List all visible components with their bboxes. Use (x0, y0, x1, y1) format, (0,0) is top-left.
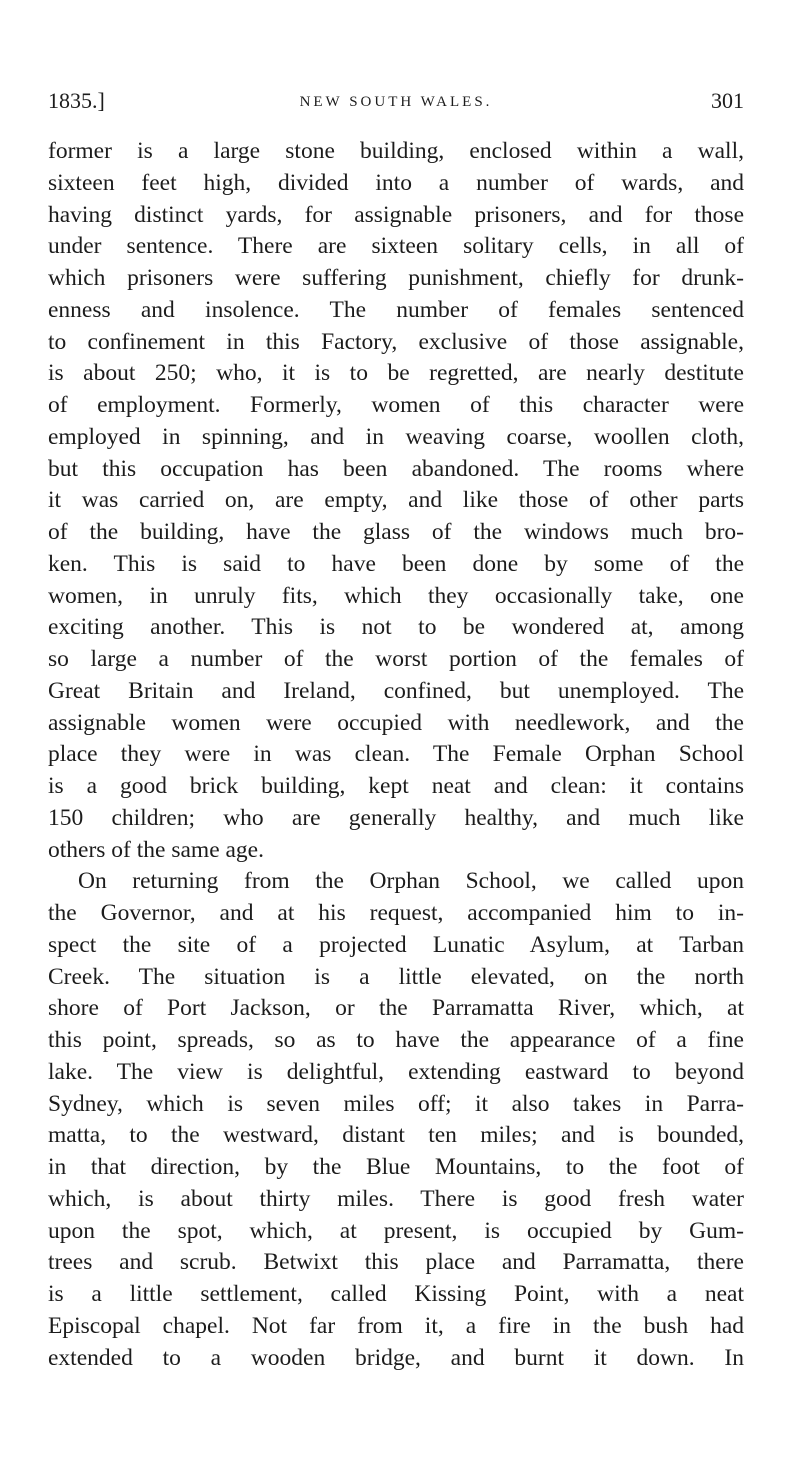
text-line: is about 250; who, it is to be regretted, are nearly destitute (48, 360, 744, 387)
running-head-title: NEW SOUTH WALES. (299, 94, 493, 110)
text-line: Great Britain and Ireland, confined, but unemployed. The (48, 677, 744, 704)
body-text (48, 136, 744, 1374)
text-line: sixteen feet high, divided into a number of wards, and (48, 169, 744, 196)
text-line: of employment. Formerly, women of this character were (48, 392, 744, 418)
text-line: to confinement in this Factory, exclusive of those assignable, (48, 328, 744, 355)
text-line: exciting another. This is not to be wondered at, among (48, 614, 744, 641)
text-line: Episcopal chapel. Not far from it, a fire in the bush had (48, 1312, 744, 1339)
text-line: 150 children; who are generally healthy, and much like (48, 804, 744, 831)
text-line: Creek. The situation is a little elevated, on the north (48, 963, 744, 990)
text-line: employed in spinning, and in weaving coarse, woollen cloth, (48, 423, 744, 450)
text-line: but this occupation has been abandoned. The rooms where (48, 455, 744, 482)
text-line: so large a number of the worst portion of the females of (48, 646, 744, 672)
text-line: which prisoners were suffering punishment, chiefly for drunk- (48, 265, 744, 291)
text-line: is a good brick building, kept neat and clean: it contains (48, 773, 744, 799)
text-line: shore of Port Jackson, or the Parramatta River, which, at (48, 995, 744, 1022)
text-line: under sentence. There are sixteen solitary cells, in all of (48, 233, 744, 260)
text-line: of the building, have the glass of the windows much bro- (48, 519, 744, 545)
text-line: upon the spot, which, at present, is occupied by Gum- (48, 1217, 744, 1244)
text-line: having distinct yards, for assignable prisoners, and for those (48, 201, 744, 228)
text-line: trees and scrub. Betwixt this place and Parramatta, there (48, 1249, 744, 1276)
text-line: women, in unruly fits, which they occasionally take, one (48, 582, 744, 609)
text-line: matta, to the westward, distant ten miles; and is bounded, (48, 1122, 744, 1149)
page-number: 301 (711, 88, 744, 113)
text-line: in that direction, by the Blue Mountains, to the foot of (48, 1154, 744, 1180)
text-line: assignable women were occupied with needlework, and the (48, 709, 744, 736)
text-line: it was carried on, are empty, and like those of other parts (48, 487, 744, 514)
text-line: ken. This is said to have been done by some of the (48, 550, 744, 577)
paragraph (48, 136, 744, 866)
text-line: lake. The view is delightful, extending eastward to beyond (48, 1058, 744, 1085)
text-line: the Governor, and at his request, accompanied him to in- (48, 900, 744, 926)
running-head (48, 86, 744, 116)
text-line: is a little settlement, called Kissing Point, with a neat (48, 1281, 744, 1307)
text-line: which, is about thirty miles. There is good fresh water (48, 1185, 744, 1212)
text-line: others of the same age. (48, 836, 264, 863)
paragraph (48, 866, 744, 1374)
text-line: this point, spreads, so as to have the appearance of a fine (48, 1027, 744, 1053)
running-head-date: 1835.] (48, 88, 105, 113)
text-line: Sydney, which is seven miles off; it also takes in Parra- (48, 1090, 744, 1117)
text-line: enness and insolence. The number of females sentenced (48, 296, 744, 323)
text-line: place they were in was clean. The Female Orphan School (48, 741, 744, 768)
text-line: spect the site of a projected Lunatic Asylum, at Tarban (48, 931, 744, 958)
text-line: former is a large stone building, enclosed within a wall, (48, 138, 744, 164)
text-line: On returning from the Orphan School, we called upon (78, 868, 744, 895)
text-line: extended to a wooden bridge, and burnt it down. In (48, 1344, 744, 1371)
